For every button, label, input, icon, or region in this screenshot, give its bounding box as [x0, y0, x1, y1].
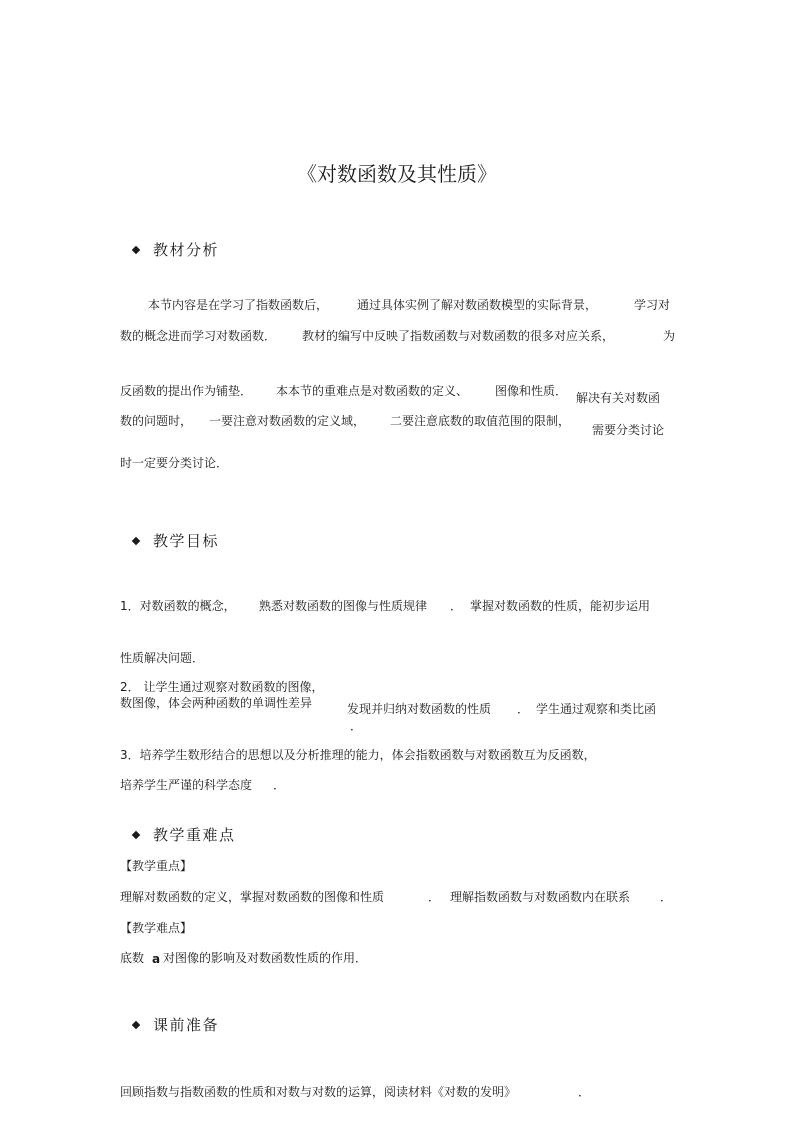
- analysis-line4-part4: 需要分类讨论: [592, 423, 665, 437]
- difficult-point-var: a: [152, 952, 161, 966]
- analysis-line3-part4: 解决有关对数函: [576, 391, 661, 405]
- analysis-line4-part3: 二要注意底数的取值范围的限制，: [390, 414, 571, 428]
- difficult-point-heading: 【教学难点】: [120, 921, 193, 935]
- goal2-part1: 2． 让学生通过观察对数函数的图像，: [120, 680, 324, 694]
- prep-part1: 回顾指数与指数函数的性质和对数与对数的运算，阅读材料《对数的发明》: [120, 1085, 517, 1099]
- goal1-part4: 掌握对数函数的性质，能初步运用: [470, 599, 651, 613]
- analysis-line3-part3: 图像和性质．: [495, 384, 568, 398]
- diamond-bullet-icon: [132, 1021, 140, 1029]
- section-heading-difficulty: [133, 825, 236, 845]
- analysis-line1-part1: 本节内容是在学习了指数函数后，: [148, 298, 329, 312]
- goal1-part3: ．: [450, 599, 463, 613]
- analysis-line5: 时一定要分类讨论．: [120, 456, 229, 470]
- analysis-line1-part2: 通过具体实例了解对数函数模型的实际背景，: [357, 298, 598, 312]
- goal2-part2: 数图像，体会两种函数的单调性差异: [120, 696, 313, 710]
- key-point-heading: 【教学重点】: [120, 859, 193, 873]
- page-title: 《对数函数及其性质》: [297, 162, 497, 186]
- difficult-point-part2: 对图像的影响及对数函数性质的作用．: [163, 951, 368, 965]
- goal1-part1: 1．对数函数的概念，: [120, 599, 236, 613]
- section-heading-label: 教材分析: [153, 241, 220, 259]
- goal2-part3: 发现并归纳对数函数的性质: [347, 702, 492, 716]
- goal2-part4: ．: [517, 702, 530, 716]
- goal3-part2: 培养学生严谨的科学态度: [120, 778, 253, 792]
- analysis-line2-part1: 数的概念进而学习对数函数．: [120, 329, 277, 343]
- section-heading-prep: [133, 1015, 219, 1035]
- key-point-part3: 理解指数函数与对数函数内在联系: [450, 890, 631, 904]
- section-heading-goals: [133, 531, 219, 551]
- key-point-part1: 理解对数函数的定义，掌握对数函数的图像和性质: [120, 890, 385, 904]
- analysis-line4-part1: 数的问题时，: [120, 414, 193, 428]
- analysis-line2-part2: 教材的编写中反映了指数函数与对数函数的很多对应关系，: [302, 329, 615, 343]
- diamond-bullet-icon: [132, 831, 140, 839]
- analysis-line2-part3: 为: [663, 329, 676, 343]
- goal3-part3: ．: [273, 778, 286, 792]
- key-point-part4: ．: [660, 890, 673, 904]
- section-heading-label: 教学重难点: [153, 826, 236, 844]
- goal1-continuation: 性质解决问题．: [120, 651, 205, 665]
- difficult-point-part1: 底数: [120, 951, 145, 965]
- analysis-line3-part1: 反函数的提出作为铺垫．: [120, 384, 253, 398]
- goal1-part2: 熟悉对数函数的图像与性质规律: [259, 599, 428, 613]
- section-heading-label: 课前准备: [153, 1016, 220, 1034]
- section-heading-analysis: [133, 240, 219, 260]
- goal3-part1: 3．培养学生数形结合的思想以及分析推理的能力，体会指数函数与对数函数互为反函数，: [120, 748, 596, 762]
- analysis-line1-part3: 学习对: [634, 298, 671, 312]
- analysis-line4-part2: 一要注意对数函数的定义域，: [209, 414, 366, 428]
- goal2-part5: 学生通过观察和类比函: [536, 702, 657, 716]
- goal2-part6: ．: [350, 719, 363, 733]
- diamond-bullet-icon: [132, 246, 140, 254]
- analysis-line3-part2: 本本节的重难点是对数函数的定义、: [276, 384, 469, 398]
- prep-part2: ．: [578, 1085, 591, 1099]
- diamond-bullet-icon: [132, 537, 140, 545]
- section-heading-label: 教学目标: [153, 532, 220, 550]
- key-point-part2: ．: [428, 890, 441, 904]
